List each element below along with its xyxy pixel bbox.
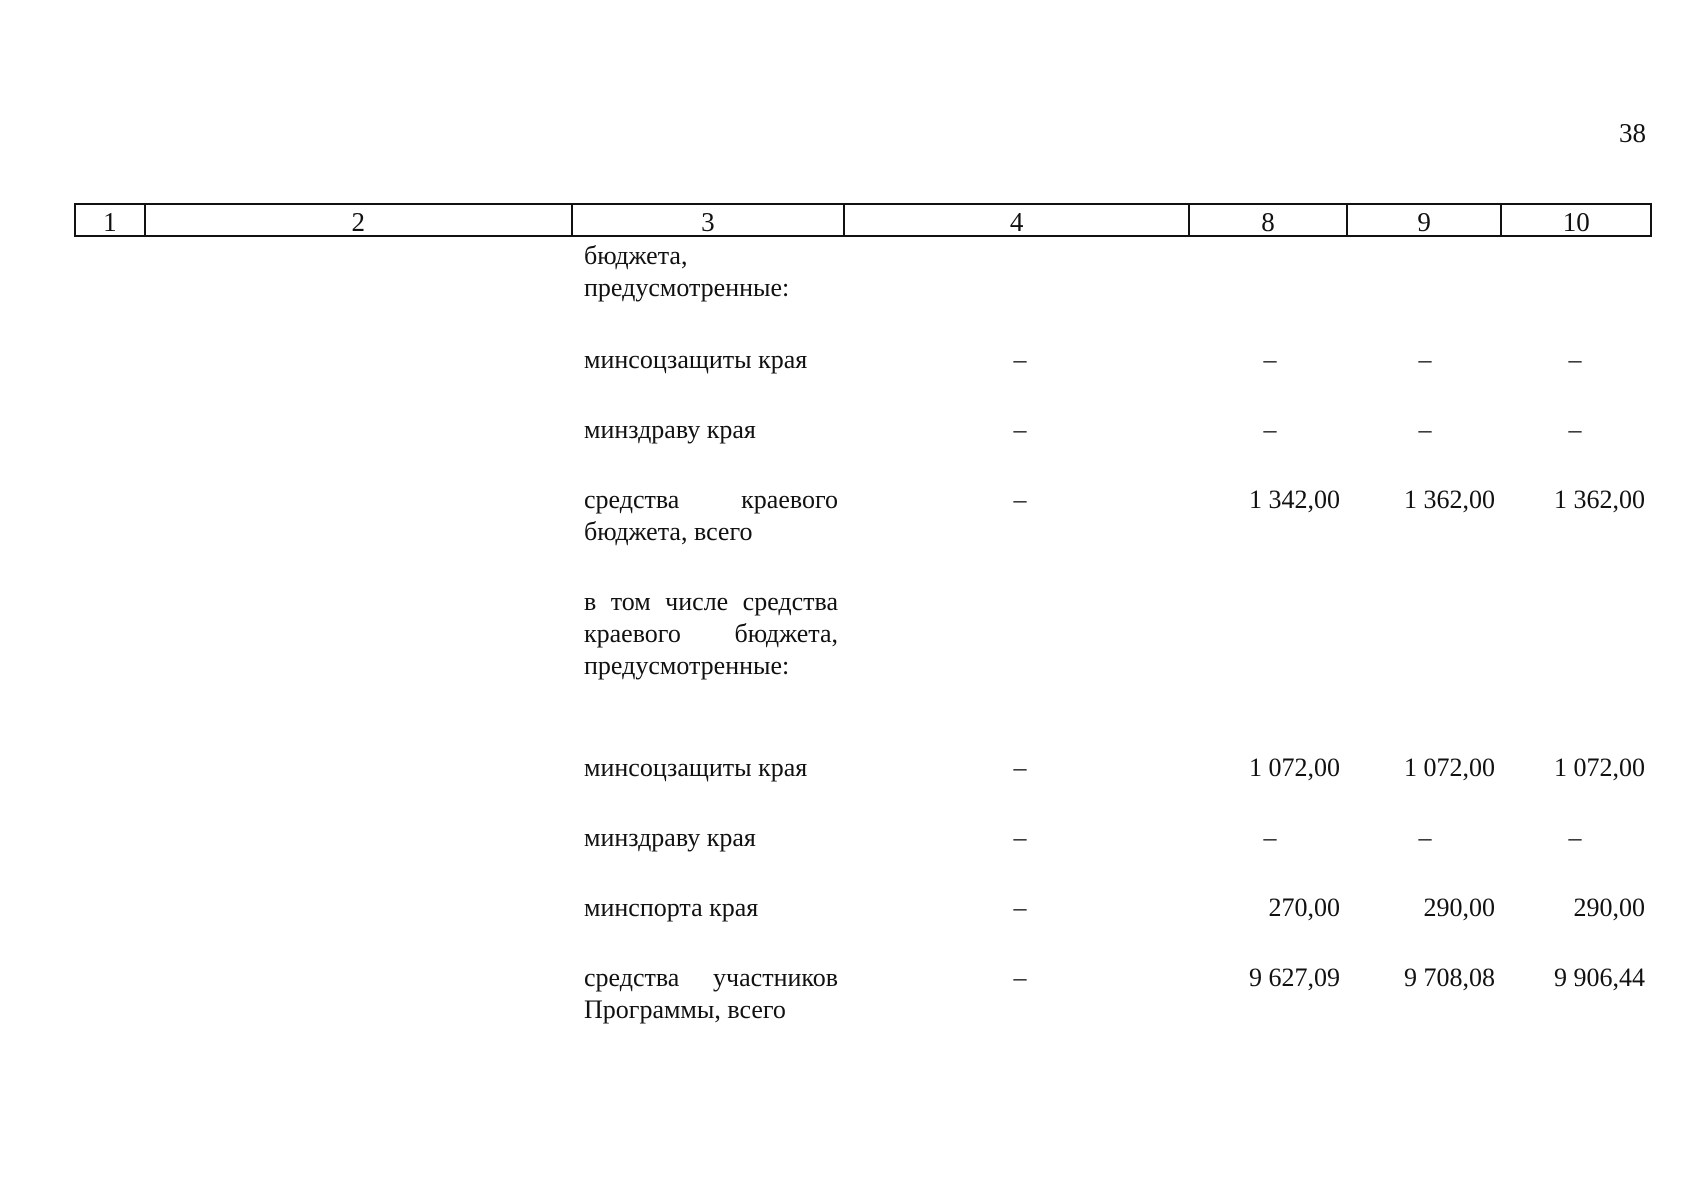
cell-col-8: – (1263, 823, 1277, 852)
header-col-8: 8 (1190, 205, 1348, 235)
cell-col-10: 9 906,44 (1554, 963, 1645, 992)
cell-col-9: – (1418, 345, 1432, 374)
cell-col-8: 1 072,00 (1249, 753, 1340, 782)
header-col-10: 10 (1562, 206, 1590, 237)
cell-col-9: 1 072,00 (1404, 753, 1495, 782)
cell-col-4: – (1013, 345, 1027, 374)
header-col-9: 9 (1348, 205, 1503, 235)
cell-col-10: – (1568, 345, 1582, 374)
page-number: 38 (1619, 118, 1646, 148)
cell-col-10: 290,00 (1573, 893, 1645, 922)
cell-col-8: 9 627,09 (1249, 963, 1340, 992)
cell-col-4: – (1013, 823, 1027, 852)
row-label: минсоцзащиты края (584, 345, 808, 374)
row-label: минздраву края (584, 823, 756, 852)
cell-col-10: – (1568, 823, 1582, 852)
cell-col-9: – (1418, 415, 1432, 444)
row-label: минспорта края (584, 893, 759, 922)
cell-col-4: – (1013, 893, 1027, 922)
header-col-4: 4 (845, 205, 1190, 235)
cell-col-4: – (1013, 753, 1027, 782)
cell-col-10: 1 362,00 (1554, 485, 1645, 514)
header-col-2: 2 (146, 205, 573, 235)
cell-col-9: 290,00 (1423, 893, 1495, 922)
cell-col-4: – (1013, 485, 1027, 514)
row-label: бюджета, предусмотренные: (584, 241, 790, 302)
row-label: минсоцзащиты края (584, 753, 808, 782)
cell-col-9: 1 362,00 (1404, 485, 1495, 514)
header-col-3: 3 (573, 205, 845, 235)
header-col-1: 1 (76, 205, 146, 235)
row-label: средства краевого бюджета, всего (584, 485, 838, 546)
cell-col-8: 1 342,00 (1249, 485, 1340, 514)
cell-col-8: 270,00 (1268, 893, 1340, 922)
cell-col-9: – (1418, 823, 1432, 852)
row-label: минздраву края (584, 415, 756, 444)
table-header-row (74, 203, 1652, 237)
cell-col-9: 9 708,08 (1404, 963, 1495, 992)
cell-col-4: – (1013, 963, 1027, 992)
row-label: средства участников Программы, всего (584, 963, 838, 1024)
cell-col-8: – (1263, 415, 1277, 444)
row-label: в том числе средства краевого бюджета, предусмотренные: (584, 587, 838, 680)
cell-col-10: – (1568, 415, 1582, 444)
cell-col-4: – (1013, 415, 1027, 444)
cell-col-8: – (1263, 345, 1277, 374)
cell-col-10: 1 072,00 (1554, 753, 1645, 782)
